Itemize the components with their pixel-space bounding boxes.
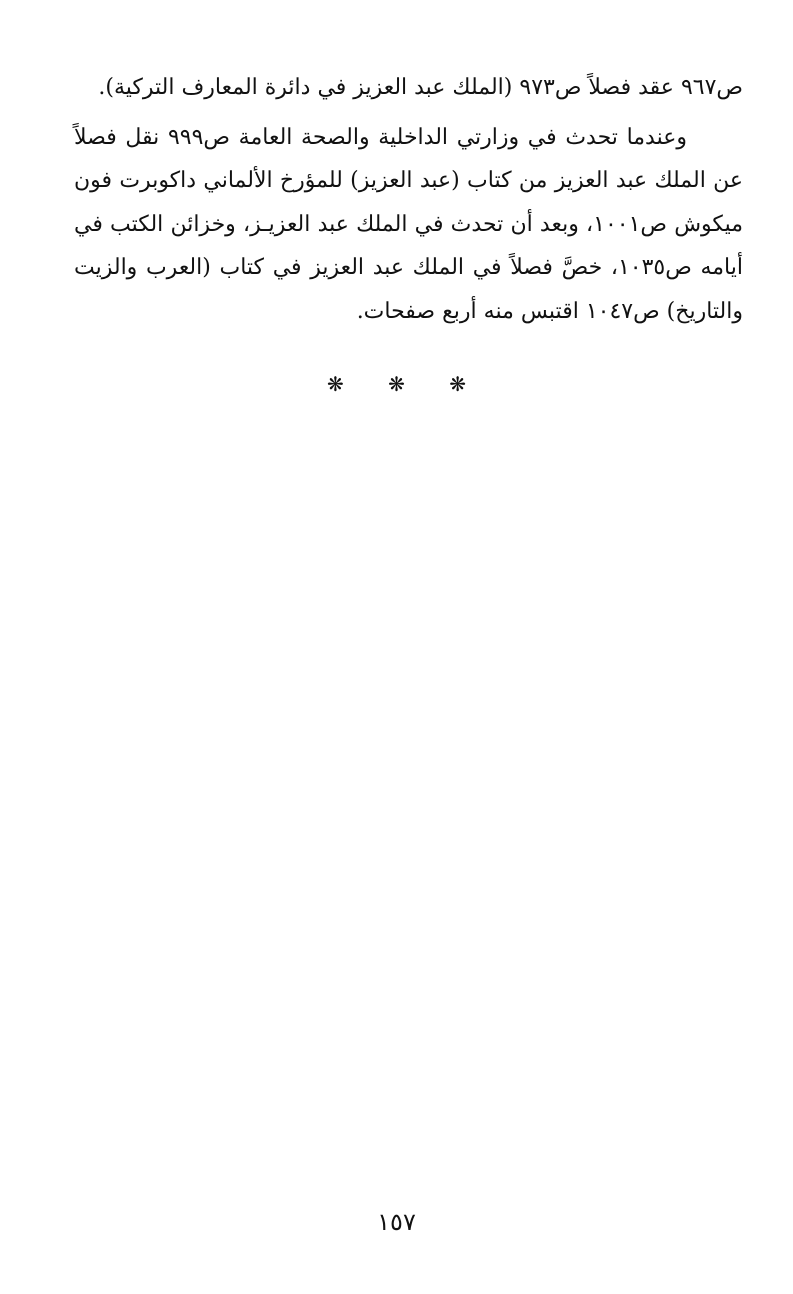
page-number: ١٥٧ [377,1208,416,1236]
paragraph-1: ص٩٦٧ عقد فصلاً ص٩٧٣ (الملك عبد العزيز في دائرة المعارف التركية). [98,75,743,100]
body-text [74,66,743,333]
paragraph-2: وعندما تحدث في وزارتي الداخلية والصحة العامة ص٩٩٩ نقل فصلاً عن الملك عبد العزيز من كتاب (عبد العزيز) للمؤرخ الألماني داكوبرت فون ميكوش ص١٠٠١، وبعد أن تحدث في الملك عبد العزيـز، وخزائن الكتب في أيامه ص١٠٣٥، خصَّ فصلاً في الملك عبد العزيز في كتاب (العرب والزيت والتاريخ) ص١٠٤٧ اقتبس منه أربع صفحات. [74,124,744,324]
section-separator [0,372,793,396]
asterism-icon: ❋ [449,372,466,396]
asterism-icon: ❋ [326,372,344,396]
asterism-icon: ❋ [388,372,405,396]
